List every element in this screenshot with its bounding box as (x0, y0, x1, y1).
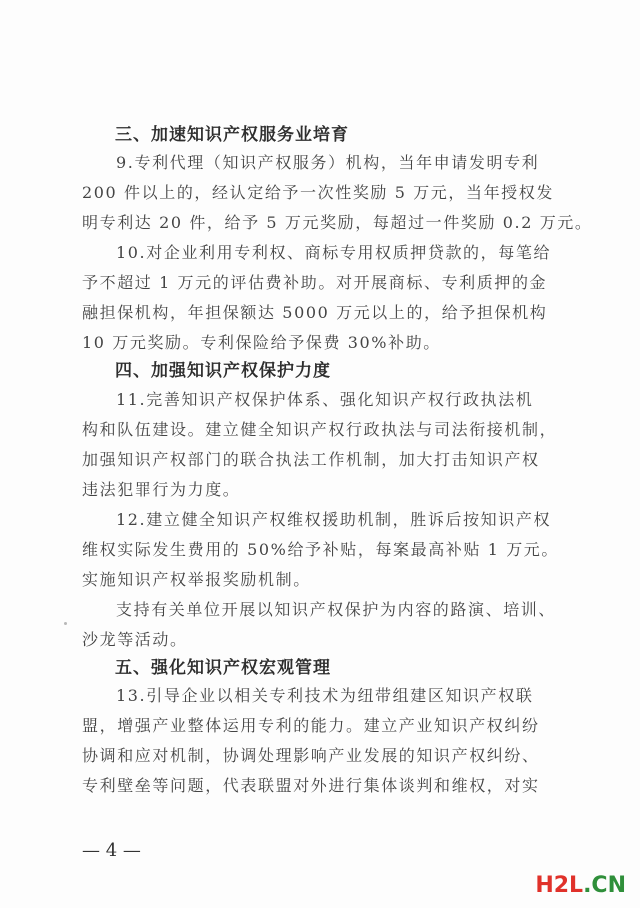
text-line: 融担保机构，年担保额达 5000 万元以上的，给予担保机构 (82, 303, 548, 322)
text-line: 予不超过 1 万元的评估费补助。对开展商标、专利质押的金 (82, 273, 548, 292)
site-watermark (535, 873, 626, 898)
text-line: 支持有关单位开展以知识产权保护为内容的路演、培训、 (116, 600, 557, 619)
section-heading-3: 三、加速知识产权服务业培育 (115, 125, 349, 145)
text-line: 12.建立健全知识产权维权援助机制，胜诉后按知识产权 (116, 510, 552, 529)
scan-speck (64, 622, 67, 625)
text-line: 违法犯罪行为力度。 (82, 480, 241, 499)
section-heading-4: 四、加强知识产权保护力度 (115, 361, 331, 381)
text-line: 200 件以上的，经认定给予一次性奖励 5 万元，当年授权发 (82, 183, 554, 202)
text-line: 11.完善知识产权保护体系、强化知识产权行政执法机 (116, 390, 534, 409)
text-line: 9.专利代理（知识产权服务）机构，当年申请发明专利 (116, 153, 540, 172)
text-line: 10 万元奖励。专利保险给予保费 30%补助。 (82, 333, 441, 352)
text-line: 明专利达 20 件，给予 5 万元奖励，每超过一件奖励 0.2 万元。 (82, 213, 593, 232)
text-line: 加强知识产权部门的联合执法工作机制，加大打击知识产权 (82, 450, 540, 469)
text-line: 实施知识产权举报奖励机制。 (82, 570, 311, 589)
text-line: 13.引导企业以相关专利技术为纽带组建区知识产权联 (116, 686, 534, 705)
text-line: 构和队伍建设。建立健全知识产权行政执法与司法衔接机制， (82, 420, 558, 439)
text-line: 协调和应对机制，协调处理影响产业发展的知识产权纠纷、 (82, 746, 540, 765)
section-heading-5: 五、强化知识产权宏观管理 (115, 658, 331, 678)
text-line: 沙龙等活动。 (82, 630, 188, 649)
watermark-domain: .CN (583, 873, 626, 898)
text-line: 专利壁垒等问题，代表联盟对外进行集体谈判和维权，对实 (82, 776, 540, 795)
text-line: 10.对企业利用专利权、商标专用权质押贷款的，每笔给 (116, 243, 552, 262)
page-number: — 4 — (82, 840, 141, 861)
text-line: 维权实际发生费用的 50%给予补贴，每案最高补贴 1 万元。 (82, 540, 560, 559)
watermark-brand: H2L (535, 873, 584, 898)
text-line: 盟，增强产业整体运用专利的能力。建立产业知识产权纠纷 (82, 716, 540, 735)
